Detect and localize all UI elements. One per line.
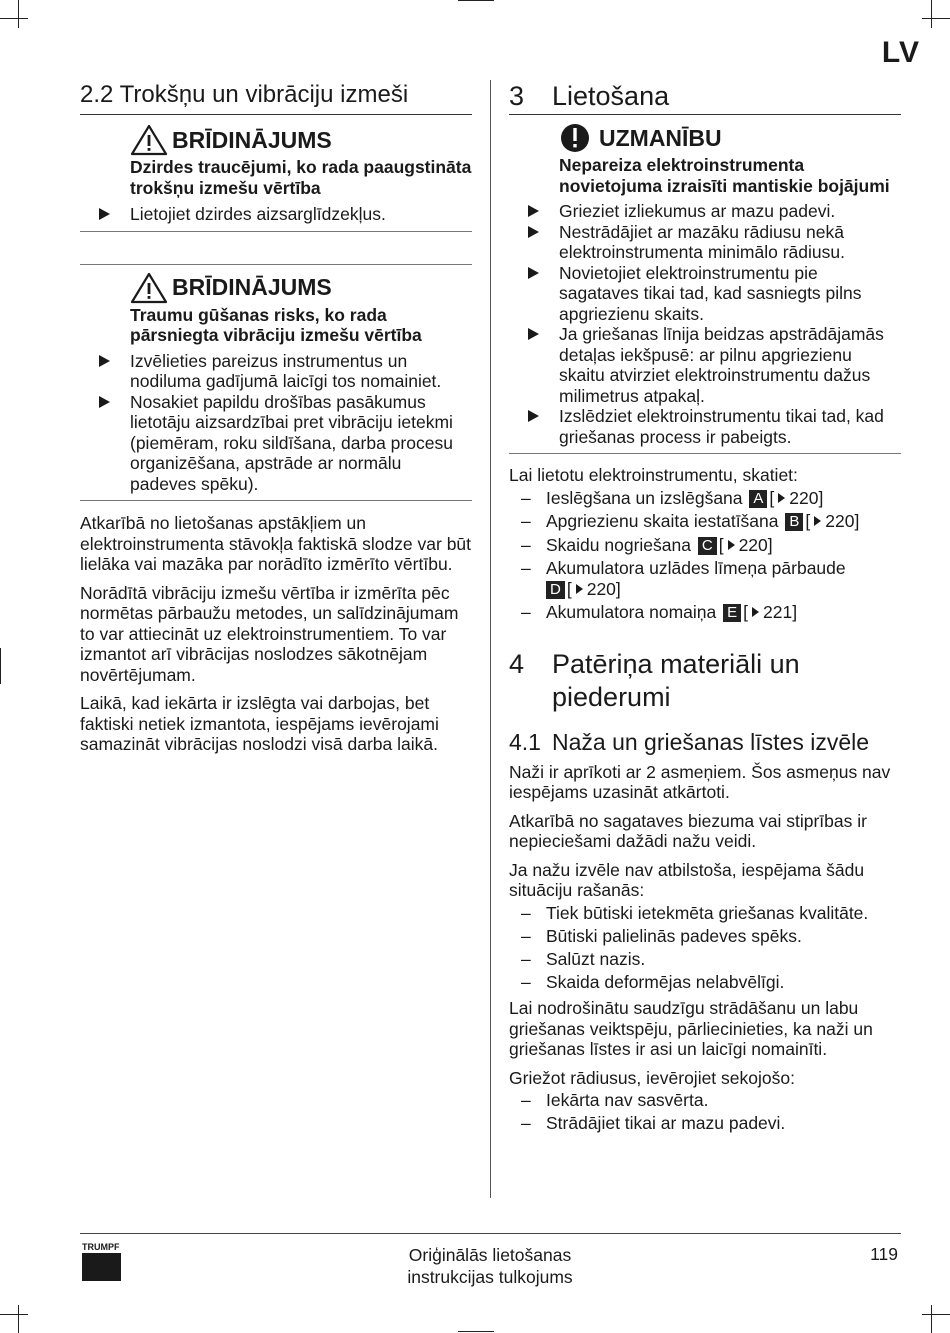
usage-list: [509, 488, 901, 623]
list-item: Izslēdziet elektroinstrumentu tikai tad, kad griešanas process ir pabeigts.: [509, 406, 901, 447]
page-reference[interactable]: 220]: [586, 578, 621, 599]
section-title: Patēriņa materiāli un piederumi: [552, 648, 800, 712]
section-title: Naža un griešanas līstes izvēle: [552, 728, 870, 755]
list-item: Nestrādājiet ar mazāku rādiusu nekā elektroinstrumenta minimālo rādiusu.: [509, 222, 901, 263]
warning-triangle-icon: [130, 124, 168, 156]
list-item: Novietojiet elektroinstrumentu pie sagataves tikai tad, kad sasniegts pilns apgriezienu skaits.: [509, 263, 901, 325]
crop-mark: [0, 18, 28, 19]
page-number: 119: [870, 1244, 898, 1264]
list-item: – Būtiski palielinās padeves spēks.: [509, 926, 901, 947]
usage-item: – Akumulatora uzlādes līmeņa pārbaude D [ 220]: [509, 558, 901, 599]
warning-list: [80, 204, 472, 225]
figure-letter-badge: C: [698, 537, 717, 555]
radius-list: [509, 1090, 901, 1134]
section-number: 3: [509, 81, 525, 111]
caution-block: [509, 115, 901, 454]
section-title: Lietošana: [552, 81, 670, 111]
crop-mark: [931, 0, 932, 28]
column-divider: [490, 80, 491, 1198]
caution-exclamation-icon: [559, 122, 595, 154]
crop-mark: [458, 0, 494, 1]
crop-mark: [922, 18, 950, 19]
section-title: Trokšņu un vibrāciju izmeši: [119, 81, 409, 108]
page-reference[interactable]: 220]: [738, 534, 773, 555]
list-item: – Skaida deformējas nelabvēlīgi.: [509, 972, 901, 993]
caution-subtitle: Nepareiza elektroinstrumenta novietojuma izraisīti mantiskie bojājumi: [559, 155, 890, 196]
warning-triangle-icon: [130, 272, 168, 304]
figure-letter-badge: A: [749, 490, 767, 508]
page-ref-arrow-icon: [728, 540, 735, 550]
crop-mark: [18, 0, 19, 28]
section-heading-4-1: [509, 728, 901, 756]
crop-mark: [0, 648, 1, 684]
page-ref-arrow-icon: [814, 516, 821, 526]
list-item: Nosakiet papildu drošības pasākumus lietotāju aizsardzībai pret vibrāciju ietekmi (piemēram, roku sildīšana, darba procesu organizēšana, apstrāde ar normālu padeves spēku).: [80, 392, 472, 495]
usage-item: – Skaidu nogriešana C [ 220]: [509, 535, 901, 556]
list-item: – Salūzt nazis.: [509, 949, 901, 970]
list-item: Ja griešanas līnija beidzas apstrādājamās detaļas iekšpusē: ar pilnu apgriezienu skaitu atvirziet elektroinstrumentu dažus milimetrus atpakaļ.: [509, 324, 901, 406]
left-column: [80, 78, 472, 763]
section-number: 2.2: [80, 81, 114, 108]
paragraph: Atkarībā no sagataves biezuma vai stiprības ir nepieciešami dažādi nažu veidi.: [509, 810, 867, 851]
list-item: Izvēlieties pareizus instrumentus un nodiluma gadījumā laicīgi tos nomainiet.: [80, 351, 472, 392]
paragraph: Norādītā vibrāciju izmešu vērtība ir izmērīta pēc normētas pārbaužu metodes, un salīdzinājumam to var attiecināt uz elektroinstrumentiem. To var izmantot arī vibrācijas noslodzes sākotnējam novērtējumam.: [80, 582, 459, 685]
consequence-list: [509, 903, 901, 993]
right-column: [509, 78, 901, 1136]
warning-subtitle: Traumu gūšanas risks, ko rada pārsniegta vibrāciju izmešu vērtība: [130, 304, 422, 345]
paragraph: Griežot rādiusus, ievērojiet sekojošo:: [509, 1067, 795, 1088]
page-reference[interactable]: 220]: [825, 511, 860, 531]
page-reference[interactable]: 220]: [789, 487, 824, 508]
crop-mark: [0, 1314, 28, 1315]
crop-mark: [931, 1305, 932, 1333]
usage-item: – Apgriezienu skaita iestatīšana B [ 220]: [509, 511, 901, 532]
warning-block-noise: [80, 115, 472, 232]
footer-rule: [80, 1233, 901, 1234]
paragraph: Laikā, kad iekārta ir izslēgta vai darbojas, bet faktiski netiek izmantota, iespējams ievērojami samazināt vibrācijas noslodzi visā darba laikā.: [80, 693, 439, 754]
warning-title: BRĪDINĀJUMS: [172, 126, 332, 153]
page-ref-arrow-icon: [576, 584, 583, 594]
paragraph: Naži ir aprīkoti ar 2 asmeņiem. Šos asmeņus nav iespējams uzasināt atkārtoti.: [509, 761, 891, 802]
section-heading-2-2: [80, 78, 472, 115]
page-ref-arrow-icon: [752, 607, 759, 617]
warning-list: [80, 351, 472, 495]
page-reference[interactable]: 221]: [763, 602, 798, 622]
section-heading-3: [509, 78, 901, 115]
warning-block-vibration: [80, 264, 472, 502]
list-item: Grieziet izliekumus ar mazu padevi.: [509, 201, 901, 222]
list-item: – Strādājiet tikai ar mazu padevi.: [509, 1113, 901, 1134]
caution-list: [509, 201, 901, 447]
footer-title: Oriģinālās lietošanas instrukcijas tulkojums: [407, 1245, 573, 1287]
usage-item: – Ieslēgšana un izslēgšana A [ 220]: [509, 488, 901, 509]
language-code: LV: [881, 36, 920, 69]
figure-letter-badge: E: [723, 604, 741, 622]
list-item: Lietojiet dzirdes aizsarglīdzekļus.: [80, 204, 472, 225]
usage-item: – Akumulatora nomaiņa E [ 221]: [509, 602, 901, 623]
figure-letter-badge: B: [785, 513, 803, 531]
section-number: 4.1: [509, 728, 541, 755]
paragraph: Atkarībā no lietošanas apstākļiem un elektroinstrumenta stāvokļa faktiskā slodze var būt lielāka vai mazāka par norādīto izmērīto vērtību.: [80, 513, 472, 574]
section-number: 4: [509, 648, 525, 679]
list-item: – Iekārta nav sasvērta.: [509, 1090, 901, 1111]
list-item: – Tiek būtiski ietekmēta griešanas kvalitāte.: [509, 903, 901, 924]
usage-intro: Lai lietotu elektroinstrumentu, skatiet:: [509, 465, 798, 485]
section-heading-4: [509, 648, 901, 714]
paragraph: Ja nažu izvēle nav atbilstoša, iespējama šādu situāciju rašanās:: [509, 859, 865, 900]
page-ref-arrow-icon: [778, 493, 785, 503]
warning-subtitle: Dzirdes traucējumi, ko rada paaugstināta trokšņu izmešu vērtība: [130, 157, 472, 198]
figure-letter-badge: D: [546, 581, 565, 599]
crop-mark: [458, 1331, 494, 1332]
caution-title: UZMANĪBU: [599, 124, 722, 151]
crop-mark: [18, 1305, 19, 1333]
crop-mark: [922, 1314, 950, 1315]
warning-title: BRĪDINĀJUMS: [172, 274, 332, 300]
trumpf-logo: [82, 1242, 122, 1281]
logo-text: TRUMPF: [82, 1242, 120, 1252]
paragraph: Lai nodrošinātu saudzīgu strādāšanu un labu griešanas veiktspēju, pārliecinieties, ka naži un griešanas līstes ir asi un laicīgi nomainīti.: [509, 998, 873, 1059]
logo-block: [82, 1253, 121, 1281]
